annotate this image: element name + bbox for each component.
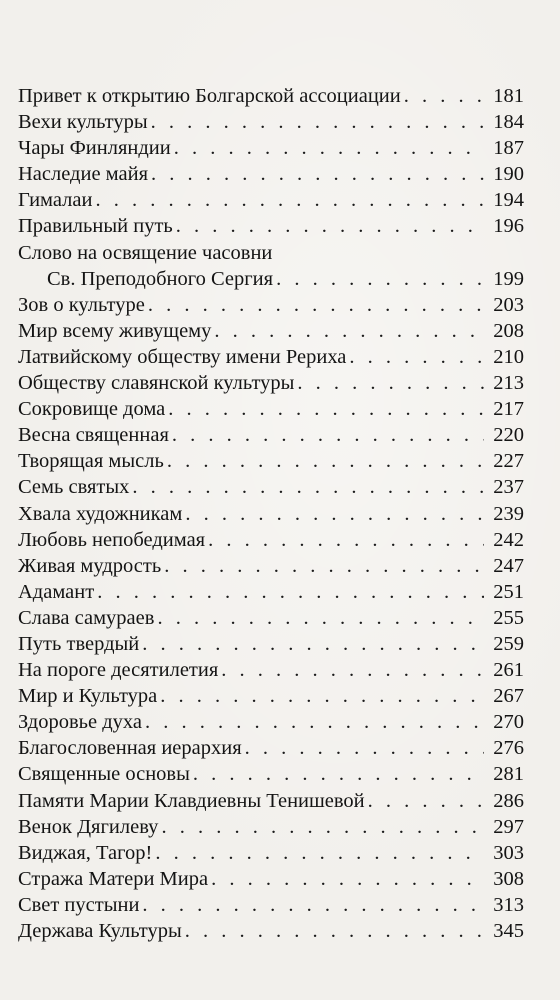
toc-dot-leader <box>157 605 484 631</box>
toc-dot-leader <box>208 527 484 553</box>
toc-entry-title: Сокровище дома <box>18 398 166 421</box>
toc-entry-page: 259 <box>493 632 524 655</box>
toc-entry-page: 210 <box>493 345 524 368</box>
toc-entry <box>18 918 524 944</box>
toc-entry <box>18 631 524 657</box>
toc-entry-page: 237 <box>493 476 524 499</box>
toc-dot-leader <box>142 892 484 918</box>
toc-entry <box>18 735 524 761</box>
toc-entry <box>18 840 524 866</box>
toc-entry-page: 313 <box>493 893 524 916</box>
toc-entry-title: Здоровье духа <box>18 711 142 734</box>
toc-entry-title: Виджая, Тагор! <box>18 841 153 864</box>
toc-dot-leader <box>368 788 484 814</box>
toc-dot-leader <box>404 83 484 109</box>
toc-entry <box>18 187 524 213</box>
toc-dot-leader <box>132 474 484 500</box>
toc-entry-page: 247 <box>493 554 524 577</box>
toc-entry-title: Наследие майя <box>18 163 149 186</box>
toc-entry <box>18 396 524 422</box>
toc-entry <box>18 448 524 474</box>
toc-entry-page: 196 <box>493 215 524 238</box>
toc-entry-title: Свет пустыни <box>18 893 140 916</box>
toc-dot-leader <box>174 135 484 161</box>
toc-entry-title: Хвала художникам <box>18 502 183 525</box>
toc-entry-page: 217 <box>493 398 524 421</box>
toc-dot-leader <box>151 161 484 187</box>
toc-entry-page: 187 <box>493 137 524 160</box>
toc-dot-leader <box>276 266 484 292</box>
toc-entry <box>18 866 524 892</box>
toc-entry-title: На пороге десятилетия <box>18 659 219 682</box>
toc-dot-leader <box>164 553 484 579</box>
toc-dot-leader <box>172 422 484 448</box>
toc-entry-page: 303 <box>493 841 524 864</box>
toc-dot-leader <box>214 318 484 344</box>
toc-dot-leader <box>95 187 484 213</box>
toc-entry <box>18 370 524 396</box>
toc-dot-leader <box>148 292 484 318</box>
toc-entry-page: 308 <box>493 867 524 890</box>
toc-entry-title: Держава Культуры <box>18 920 182 942</box>
toc-dot-leader <box>297 370 484 396</box>
toc-entry-title: Обществу славянской культуры <box>18 372 295 395</box>
toc-entry <box>18 527 524 553</box>
toc-entry <box>18 109 524 135</box>
toc-entry-title: Стража Матери Мира <box>18 867 209 890</box>
toc-entry-page: 286 <box>493 789 524 812</box>
toc-dot-leader <box>211 866 484 892</box>
toc-entry-continuation <box>18 266 524 292</box>
toc-entry-title: Слово на освящение часовни <box>18 241 273 264</box>
toc-entry <box>18 474 524 500</box>
toc-entry-title: Живая мудрость <box>18 554 162 577</box>
toc-entry-title: Гималаи <box>18 189 93 212</box>
toc-entry <box>18 83 524 109</box>
toc-entry-title: Мир всему живущему <box>18 319 212 342</box>
toc-entry-page: 203 <box>493 293 524 316</box>
toc-dot-leader <box>151 109 484 135</box>
toc-entry-page: 220 <box>493 424 524 447</box>
toc-entry <box>18 814 524 840</box>
toc-dot-leader <box>168 396 484 422</box>
toc-entry-page: 251 <box>493 580 524 603</box>
table-of-contents <box>18 83 524 944</box>
toc-entry-page: 194 <box>493 189 524 212</box>
toc-entry-title: Творящая мысль <box>18 450 164 473</box>
toc-dot-leader <box>193 761 484 787</box>
toc-dot-leader <box>167 448 484 474</box>
toc-entry <box>18 240 524 266</box>
toc-entry-title: Чары Финляндии <box>18 137 171 160</box>
toc-entry-page: 297 <box>493 815 524 838</box>
toc-entry-page: 261 <box>493 659 524 682</box>
toc-entry-title: Священные основы <box>18 763 190 786</box>
toc-entry-title: Семь святых <box>18 476 130 499</box>
toc-entry <box>18 213 524 239</box>
toc-entry-page: 270 <box>493 711 524 734</box>
toc-entry <box>18 135 524 161</box>
toc-entry-page: 345 <box>493 920 524 942</box>
toc-dot-leader <box>155 840 484 866</box>
toc-dot-leader <box>349 344 484 370</box>
toc-dot-leader <box>185 501 484 527</box>
toc-dot-leader <box>245 735 484 761</box>
toc-dot-leader <box>185 918 484 944</box>
toc-entry-page: 227 <box>493 450 524 473</box>
toc-entry-title: Св. Преподобного Сергия <box>47 267 274 290</box>
toc-entry-page: 242 <box>493 528 524 551</box>
toc-entry-title: Зов о культуре <box>18 293 145 316</box>
toc-entry-page: 190 <box>493 163 524 186</box>
toc-entry <box>18 892 524 918</box>
toc-entry-title: Привет к открытию Болгарской ассоциации <box>18 85 401 107</box>
toc-entry <box>18 553 524 579</box>
toc-entry <box>18 292 524 318</box>
toc-dot-leader <box>142 631 484 657</box>
toc-dot-leader <box>161 814 484 840</box>
toc-entry <box>18 709 524 735</box>
toc-entry-page: 255 <box>493 606 524 629</box>
toc-entry-title: Адамант <box>18 580 95 603</box>
toc-entry <box>18 318 524 344</box>
toc-entry <box>18 683 524 709</box>
toc-dot-leader <box>145 709 484 735</box>
toc-entry-title: Путь твердый <box>18 632 140 655</box>
toc-entry-title: Благословенная иерархия <box>18 737 242 760</box>
toc-entry <box>18 761 524 787</box>
toc-entry <box>18 501 524 527</box>
toc-entry-title: Вехи культуры <box>18 111 148 134</box>
toc-entry <box>18 605 524 631</box>
toc-entry-page: 199 <box>493 267 524 290</box>
toc-entry-page: 267 <box>493 685 524 708</box>
toc-entry-title: Любовь непобедимая <box>18 528 206 551</box>
toc-entry-page: 208 <box>493 319 524 342</box>
toc-entry-title: Венок Дягилеву <box>18 815 159 838</box>
toc-entry-page: 184 <box>493 111 524 134</box>
toc-entry <box>18 344 524 370</box>
toc-entry <box>18 579 524 605</box>
toc-dot-leader <box>160 683 484 709</box>
toc-entry-title: Слава самураев <box>18 606 155 629</box>
toc-entry-page: 239 <box>493 502 524 525</box>
toc-entry-page: 213 <box>493 372 524 395</box>
toc-dot-leader <box>176 213 484 239</box>
toc-entry <box>18 422 524 448</box>
toc-dot-leader <box>221 657 484 683</box>
toc-entry-title: Памяти Марии Клавдиевны Тенишевой <box>18 789 365 812</box>
toc-entry <box>18 161 524 187</box>
toc-entry-page: 276 <box>493 737 524 760</box>
toc-entry-title: Латвийскому обществу имени Рериха <box>18 345 347 368</box>
toc-entry <box>18 657 524 683</box>
toc-entry-page: 181 <box>493 85 524 107</box>
toc-entry-title: Правильный путь <box>18 215 173 238</box>
toc-entry-page: 281 <box>493 763 524 786</box>
toc-entry-title: Весна священная <box>18 424 169 447</box>
toc-entry-title: Мир и Культура <box>18 685 158 708</box>
toc-entry <box>18 788 524 814</box>
toc-dot-leader <box>97 579 484 605</box>
